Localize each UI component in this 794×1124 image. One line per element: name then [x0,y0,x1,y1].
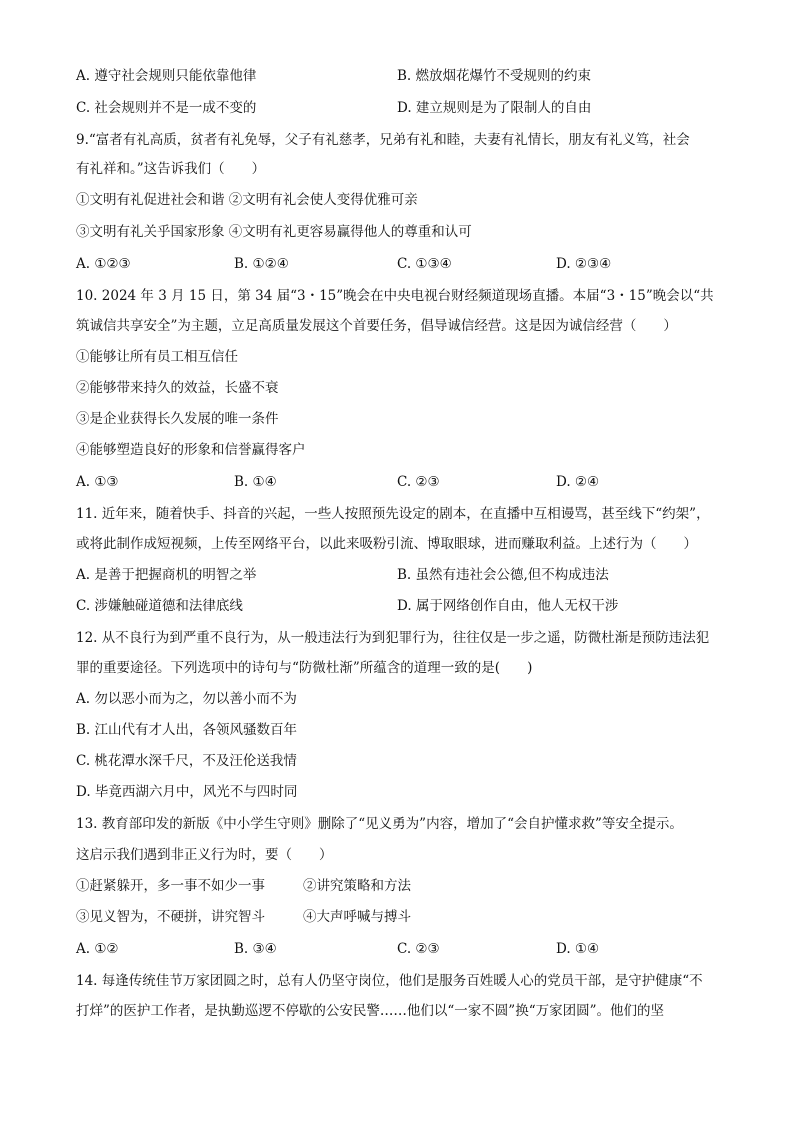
q10-statement-4: ④能够塑造良好的形象和信誉赢得客户 [76,442,306,458]
q13-option-a: A. ①② [76,941,119,957]
q11-stem-line1: 11. 近年来，随着快手、抖音的兴起，一些人按照预先设定的剧本，在直播中互相谩骂，甚至线下“约架”， [76,506,710,522]
q11-option-d: D. 属于网络创作自由，他人无权干涉 [397,598,619,614]
q10-option-a: A. ①③ [76,474,119,490]
q11-stem-line2: 或将此制作成短视频，上传至网络平台，以此来吸粉引流、博取眼球，进而赚取利益。上述行为（ ） [76,536,697,552]
q10-option-b: B. ①④ [234,474,277,490]
q9-statement-1: ①文明有礼促进社会和谐 ②文明有礼会使人变得优雅可亲 [76,192,418,208]
q13-statement-2: ②讲究策略和方法 [303,878,411,894]
q13-statement-3: ③见义智为，不硬拼，讲究智斗 [76,909,265,925]
q9-option-b: B. ①②④ [234,256,289,272]
q8-option-d: D. 建立规则是为了限制人的自由 [397,100,592,116]
q10-stem-line2: 筑诚信共享安全”为主题，立足高质量发展这个首要任务，倡导诚信经营。这是因为诚信经营（ ） [76,318,677,334]
q12-stem-line2: 罪的重要途径。下列选项中的诗句与“防微杜渐”所蕴含的道理一致的是( ) [76,660,533,676]
q10-stem-line1: 10. 2024 年 3 月 15 日，第 34 届“3・15”晚会在中央电视台财经频道现场直播。本届“3・15”晚会以“共 [76,288,714,304]
q8-option-c: C. 社会规则并不是一成不变的 [76,100,257,116]
q9-statement-2: ③文明有礼关乎国家形象 ④文明有礼更容易赢得他人的尊重和认可 [76,224,472,240]
q14-stem-line2: 打烊”的医护工作者，是执勤巡逻不停歇的公安民警……他们以“一家不圆”换“万家团圆”。他们的坚 [76,1003,665,1019]
q11-option-c: C. 涉嫌触碰道德和法律底线 [76,598,243,614]
q9-stem-line1: 9.“富者有礼高质，贫者有礼免辱，父子有礼慈孝，兄弟有礼和睦，夫妻有礼情长，朋友有礼义笃，社会 [76,132,690,148]
q12-option-a: A. 勿以恶小而为之，勿以善小而不为 [76,691,297,707]
q13-option-c: C. ②③ [397,941,440,957]
q11-option-b: B. 虽然有违社会公德,但不构成违法 [397,567,609,583]
q10-statement-3: ③是企业获得长久发展的唯一条件 [76,411,279,427]
q9-option-a: A. ①②③ [76,256,131,272]
q12-stem-line1: 12. 从不良行为到严重不良行为，从一般违法行为到犯罪行为，往往仅是一步之遥，防微杜渐是预防违法犯 [76,630,710,646]
q8-option-b: B. 燃放烟花爆竹不受规则的约束 [397,68,592,84]
q14-stem-line1: 14. 每逢传统佳节万家团圆之时，总有人仍坚守岗位，他们是服务百姓暖人心的党员干部，是守护健康“不 [76,973,703,989]
q13-option-d: D. ①④ [556,941,600,957]
q9-option-d: D. ②③④ [556,256,612,272]
q8-option-a: A. 遵守社会规则只能依靠他律 [76,68,257,84]
q12-option-b: B. 江山代有才人出，各领风骚数百年 [76,722,298,738]
q13-statement-4: ④大声呼喊与搏斗 [303,909,411,925]
q13-stem-line1: 13. 教育部印发的新版《中小学生守则》删除了“见义勇为”内容，增加了“会自护懂求救”等安全提示。 [76,816,683,832]
q10-statement-2: ②能够带来持久的效益，长盛不衰 [76,380,279,396]
q10-statement-1: ①能够让所有员工相互信任 [76,349,238,365]
q13-statement-1: ①赶紧躲开，多一事不如少一事 [76,878,265,894]
q10-option-c: C. ②③ [397,474,440,490]
q9-stem-line2: 有礼祥和。”这告诉我们（ ） [76,161,266,177]
q12-option-d: D. 毕竟西湖六月中，风光不与四时同 [76,784,298,800]
q10-option-d: D. ②④ [556,474,600,490]
q13-stem-line2: 这启示我们遇到非正义行为时，要（ ） [76,847,333,863]
q11-option-a: A. 是善于把握商机的明智之举 [76,567,257,583]
q13-option-b: B. ③④ [234,941,277,957]
q9-option-c: C. ①③④ [397,256,452,272]
q12-option-c: C. 桃花潭水深千尺，不及汪伦送我情 [76,753,297,769]
